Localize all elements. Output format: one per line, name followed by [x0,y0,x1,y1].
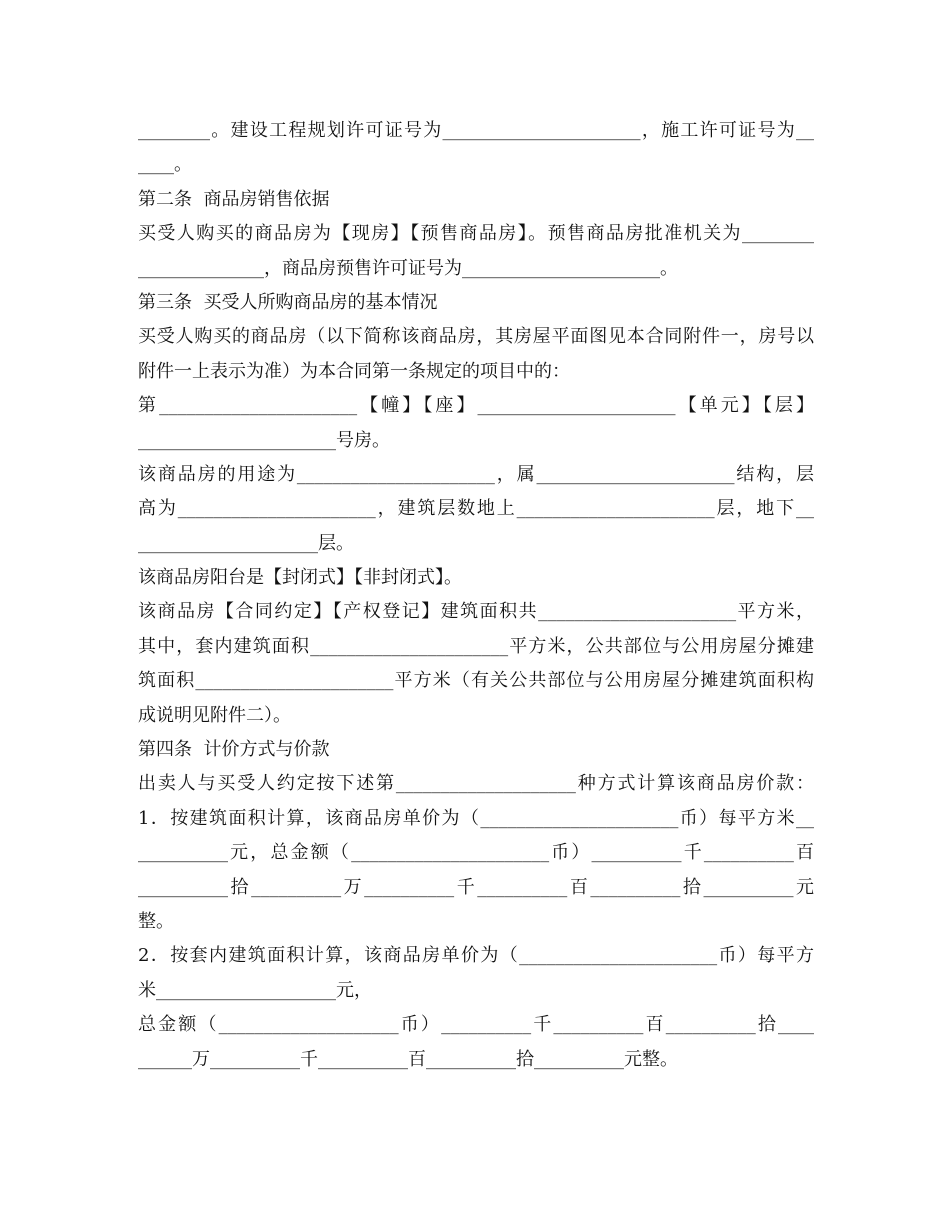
text-line: 买受人购买的商品房（以下简称该商品房，其房屋平面图见本合同附件一，房号以 [138,326,814,348]
text-line: 其中，套内建筑面积______________________平方米，公共部位与公用房屋分摊建 [138,635,814,657]
text-line: 2．按套内建筑面积计算，该商品房单价为（______________________币）每平方 [138,945,814,967]
text-line: 第______________________【幢】【座】______________________【单元】【层】 [138,395,814,417]
text-line: __________元，总金额（______________________币）__________千__________百 [138,842,814,864]
document-page [138,114,814,1077]
text-line: 该商品房的用途为______________________，属______________________结构，层 [138,463,814,485]
text-line: 成说明见附件二）。 [138,704,291,726]
text-line: 该商品房【合同约定】【产权登记】建筑面积共______________________平方米， [138,601,814,623]
article-heading: 第二条 商品房销售依据 [138,188,330,210]
text-line: ______万__________千__________百__________拾__________元整。 [138,1048,678,1070]
text-line: 附件一上表示为准）为本合同第一条规定的项目中的： [138,360,570,382]
text-line: 该商品房阳台是【封闭式】【非封闭式】。 [138,567,462,589]
text-line: 总金额（____________________币）__________千__________百__________拾____ [138,1014,814,1036]
text-line: ______________________号房。 [138,429,390,451]
text-line: __________拾__________万__________千__________百__________拾__________元 [138,876,814,898]
text-line: 买受人购买的商品房为【现房】【预售商品房】。预售商品房批准机关为________ [138,223,814,245]
text-line: 出卖人与买受人约定按下述第____________________种方式计算该商品房价款： [138,773,814,795]
text-line: 筑面积______________________平方米（有关公共部位与公用房屋分摊建筑面积构 [138,670,814,692]
text-line: 整。 [138,910,174,932]
text-line: 高为______________________，建筑层数地上______________________层，地下__ [138,498,814,520]
article-heading: 第四条 计价方式与价款 [138,739,330,761]
text-line: ____。 [138,154,192,176]
text-line: ____________________层。 [138,532,354,554]
text-line: ______________，商品房预售许可证号为______________________。 [138,257,678,279]
text-line: 米____________________元， [138,979,372,1001]
article-heading: 第三条 买受人所购商品房的基本情况 [138,291,438,313]
text-line: ________。建设工程规划许可证号为______________________，施工许可证号为__ [138,120,814,141]
text-line: 1．按建筑面积计算，该商品房单价为（______________________币）每平方米__ [138,807,814,829]
